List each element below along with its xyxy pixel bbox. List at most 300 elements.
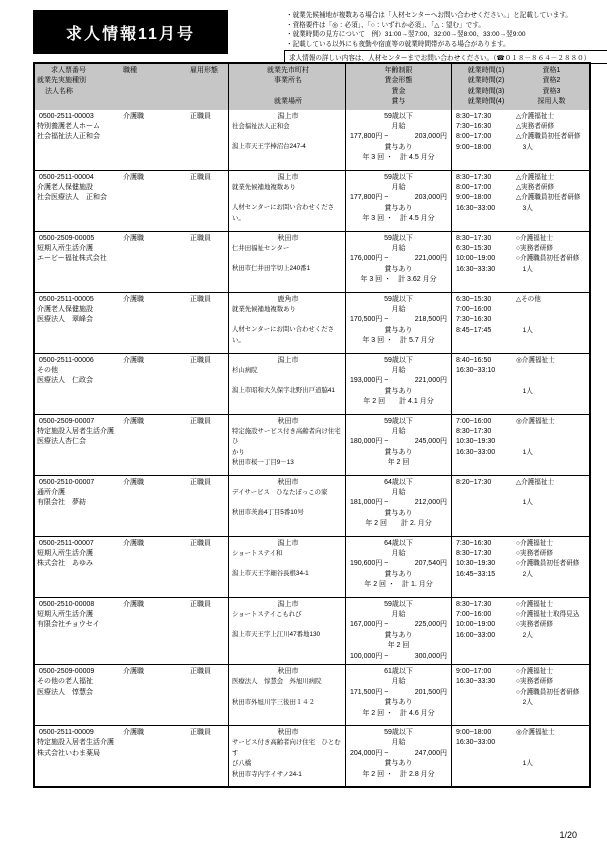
wage-max: 247,000円 — [414, 749, 447, 757]
wage-type: 月給 — [391, 489, 406, 497]
schedule-line — [456, 204, 587, 214]
wage-type: 月給 — [391, 367, 406, 375]
job-main-cell — [35, 171, 228, 231]
bonus: 賞与あり — [384, 204, 413, 212]
header-office: 事業所名 — [274, 77, 302, 85]
age-limit: 59歳以下 — [384, 356, 413, 364]
work-time: 16:00~33:00 — [456, 631, 496, 639]
office-name: び八橋 — [232, 760, 252, 768]
header-wage-type: 賃金形態 — [384, 77, 413, 85]
wage-range — [346, 254, 451, 264]
bonus-detail: 年 2 回 ・ 計 2.8 月分 — [362, 770, 435, 778]
bonus-detail: 年 2 回 — [387, 459, 410, 467]
page-number: 1/20 — [559, 830, 577, 840]
wage-range — [346, 376, 451, 386]
qualification: ○実務者研修 — [516, 678, 553, 686]
work-location: 人材センターにお問い合わせください。 — [232, 204, 334, 222]
qualification: △実務者研修 — [516, 184, 555, 192]
work-time — [456, 376, 516, 386]
city-name: 潟上市 — [277, 112, 299, 120]
extra-wage-max: 300,000円 — [414, 652, 447, 660]
wage-type: 月給 — [391, 611, 406, 619]
job-main-cell — [35, 415, 228, 475]
job-id-line — [37, 356, 228, 366]
corporation-name: 社会福祉法人正和会 — [37, 133, 100, 141]
wage-type: 月給 — [391, 739, 406, 747]
corporation-name: 有限会社 夢紡 — [37, 499, 86, 507]
schedule-cell — [451, 110, 587, 170]
wage-cell — [345, 232, 451, 292]
service-category: 短期入所生活介護 — [37, 550, 93, 558]
schedule-line — [456, 417, 587, 427]
work-time: 7:30~16:30 — [456, 123, 492, 131]
qualification: △介護福祉士 — [516, 112, 555, 120]
table-row — [35, 292, 589, 353]
wage-cell — [345, 110, 451, 170]
city-name: 鹿角市 — [277, 295, 299, 303]
job-type: 介護職 — [123, 539, 144, 547]
work-time: 16:30~33:00 — [456, 448, 496, 456]
qualification: ○介護福祉士 — [516, 234, 553, 242]
wage-min: 171,500円 ~ — [350, 688, 389, 696]
job-id-line — [37, 478, 228, 488]
workplace-cell — [228, 598, 345, 664]
qualification: 1人 — [516, 760, 533, 768]
qualification: ○実務者研修 — [516, 621, 553, 629]
qualification — [516, 738, 587, 748]
qualification — [516, 488, 587, 498]
qualification: ○介護職員初任者研修 — [516, 560, 580, 568]
header-time-1: 就業時間(1) — [467, 67, 505, 74]
schedule-line — [456, 143, 587, 153]
wage-min: 167,000円 ~ — [350, 621, 389, 629]
corporation-name: 社会医療法人 正和会 — [37, 194, 107, 202]
schedule-line — [456, 549, 587, 559]
header-wage-cell — [345, 64, 451, 110]
office-name: 杉山病院 — [232, 367, 258, 375]
qualification: ○介護福祉士 — [516, 539, 553, 547]
bonus: 賞与あり — [384, 631, 413, 639]
city-name: 秋田市 — [277, 234, 299, 242]
page-title: 求人情報11月号 — [33, 10, 228, 54]
age-limit: 59歳以下 — [384, 417, 413, 425]
work-time: 7:00~16:00 — [456, 611, 492, 619]
schedule-line — [456, 738, 587, 748]
schedule-cell — [451, 726, 587, 786]
job-main-cell — [35, 665, 228, 725]
job-type: 介護職 — [123, 478, 144, 486]
job-id-line — [37, 112, 228, 122]
service-category: 短期入所生活介護 — [37, 611, 93, 619]
header-qual-2: 資格2 — [542, 77, 561, 85]
table-row — [35, 536, 589, 597]
qualification: △その他 — [516, 295, 541, 303]
header-schedule-cell — [451, 64, 587, 110]
age-limit: 64歳以下 — [384, 478, 413, 486]
job-id-line — [37, 600, 228, 610]
wage-max: 245,000円 — [414, 438, 447, 446]
wage-max: 203,000円 — [414, 133, 447, 141]
work-time — [456, 488, 516, 498]
job-table — [33, 62, 591, 788]
age-limit: 59歳以下 — [384, 173, 413, 181]
schedule-line — [456, 498, 587, 508]
bonus: 賞与あり — [384, 699, 413, 707]
bonus: 賞与あり — [384, 143, 413, 151]
qualification — [516, 376, 587, 386]
qualification: △介護福祉士 — [516, 478, 555, 486]
work-time: 9:00~18:00 — [456, 194, 492, 202]
table-header-row — [35, 64, 589, 110]
bonus-detail: 年 2 回 ・ 計 4.6 月分 — [362, 709, 435, 717]
job-id: 0500-2509-00007 — [39, 417, 95, 425]
qualification: 3人 — [516, 204, 533, 212]
wage-range — [346, 688, 451, 698]
workplace-cell — [228, 476, 345, 536]
work-location: 秋田市寺内字イサノ24-1 — [232, 770, 302, 778]
schedule-line — [456, 173, 587, 183]
work-time: 8:30~17:30 — [456, 428, 492, 436]
office-name: デイサービス ひなたぼっこの家 — [232, 489, 328, 497]
header-category: 就業先実施種別 — [37, 77, 86, 85]
work-time: 7:30~16:30 — [456, 539, 492, 547]
job-id-line — [37, 728, 228, 738]
work-time: 10:30~19:30 — [456, 560, 496, 568]
bonus: 賞与あり — [384, 509, 413, 517]
bonus: 賞与あり — [384, 326, 413, 334]
corporation-name: エービー福祉株式会社 — [37, 255, 107, 263]
wage-max: 207,540円 — [414, 560, 447, 568]
schedule-cell — [451, 665, 587, 725]
job-id: 0500-2511-00005 — [39, 295, 94, 303]
office-name: ショートステイ和 — [232, 550, 283, 558]
schedule-line — [456, 437, 587, 447]
workplace-cell — [228, 354, 345, 414]
wage-range — [346, 559, 451, 569]
header-job-id: 求人票番号 — [51, 67, 86, 74]
schedule-line — [456, 387, 587, 397]
service-category: 特定施設入居者生活介護 — [37, 428, 114, 436]
table-body — [35, 110, 589, 786]
qualification: △介護職員初任者研修 — [516, 133, 581, 141]
office-name: 特定施設サービス付き高齢者向け住宅ひ — [232, 428, 341, 446]
wage-type: 月給 — [391, 245, 406, 253]
wage-range — [346, 437, 451, 447]
job-id: 0500-2511-00003 — [39, 112, 94, 120]
office-name: 仁井田福祉センター — [232, 245, 290, 253]
table-row — [35, 353, 589, 414]
qualification — [516, 437, 587, 447]
schedule-line — [456, 448, 587, 458]
work-time: 9:00~18:00 — [456, 729, 492, 737]
schedule-line — [456, 728, 587, 738]
table-row — [35, 110, 589, 170]
office-name: 医療法人 惇慧会 外旭川病院 — [232, 678, 322, 686]
contact-note: 求人情報の詳しい内容は、人材センターまでお問い合わせください。（☎０１８－８６４－２８８０） — [284, 50, 607, 64]
office-name: かり — [232, 448, 245, 456]
service-category: 特別養護老人ホーム — [37, 123, 100, 131]
work-location: 秋田市外旭川字三後田１４２ — [232, 698, 316, 706]
wage-max: 221,000円 — [414, 377, 447, 385]
service-category: その他 — [37, 367, 58, 375]
table-row — [35, 475, 589, 536]
notes-list — [286, 11, 602, 52]
work-time: 16:30~33:30 — [456, 265, 496, 273]
wage-min: 190,600円 ~ — [350, 560, 389, 568]
work-time: 8:40~16:50 — [456, 356, 492, 364]
work-time — [456, 688, 516, 698]
schedule-line — [456, 488, 587, 498]
bonus-detail: 年 3 回 ・ 計 3.62 月分 — [360, 276, 437, 284]
wage-range — [346, 620, 451, 630]
corporation-name: 株式会社いわま薬局 — [37, 749, 100, 757]
wage-range — [346, 749, 451, 759]
schedule-cell — [451, 476, 587, 536]
table-row — [35, 664, 589, 725]
work-location: 秋田市茨島4丁目5番10号 — [232, 509, 304, 517]
bonus-detail: 年 3 回 ・ 計 4.5 月分 — [362, 215, 435, 223]
schedule-cell — [451, 598, 587, 664]
work-time — [456, 698, 516, 708]
qualification: ○実務者研修 — [516, 245, 553, 253]
wage-min: 181,000円 ~ — [350, 499, 389, 507]
service-category: 介護老人保健施設 — [37, 184, 93, 192]
employment-type: 正職員 — [190, 112, 211, 120]
table-row — [35, 414, 589, 475]
wage-min: 180,000円 ~ — [350, 438, 389, 446]
employment-type: 正職員 — [190, 173, 211, 181]
qualification: 2人 — [516, 570, 533, 578]
wage-cell — [345, 726, 451, 786]
schedule-line — [456, 759, 587, 769]
age-limit: 64歳以下 — [384, 539, 413, 547]
schedule-line — [456, 132, 587, 142]
job-main-cell — [35, 354, 228, 414]
qualification: ○介護職員初任者研修 — [516, 688, 580, 696]
job-main-cell — [35, 293, 228, 353]
note-line-underlined: ・記載している以外にも夜勤や宿直等の就業時間帯がある場合があります。 — [286, 40, 510, 53]
corporation-name: 医療法人 惇慧会 — [37, 688, 93, 696]
schedule-line — [456, 688, 587, 698]
job-type: 介護職 — [123, 729, 144, 737]
bonus-detail: 年 2 回 計 2. 月分 — [365, 520, 432, 528]
work-time: 9:00~17:00 — [456, 668, 492, 676]
qualification — [516, 305, 587, 315]
qualification — [516, 749, 587, 759]
schedule-line — [456, 234, 587, 244]
header-time-2: 就業時間(2) — [467, 77, 505, 85]
wage-max: 225,000円 — [414, 621, 447, 629]
wage-type: 月給 — [391, 550, 406, 558]
job-id: 0500-2511-00007 — [39, 539, 94, 547]
header-main-cell — [35, 64, 228, 110]
schedule-line — [456, 122, 587, 132]
schedule-line — [456, 698, 587, 708]
job-id-line — [37, 173, 228, 183]
schedule-line — [456, 315, 587, 325]
schedule-line — [456, 570, 587, 580]
schedule-cell — [451, 293, 587, 353]
bonus: 賞与あり — [384, 570, 413, 578]
schedule-line — [456, 749, 587, 759]
work-location: 潟上市昭和大久保字北野出戸道脇41 — [232, 387, 335, 395]
schedule-cell — [451, 354, 587, 414]
wage-min: 170,500円 ~ — [350, 316, 389, 324]
age-limit: 59歳以下 — [384, 600, 413, 608]
employment-type: 正職員 — [190, 234, 211, 242]
header-wage: 賃金 — [391, 87, 406, 95]
qualification — [516, 366, 587, 376]
office-name: 就業先候補地複数あり — [232, 184, 296, 192]
office-name: 社会福祉法人正和会 — [232, 123, 290, 131]
bonus-detail: 年 3 回 ・ 計 4.5 月分 — [362, 154, 435, 162]
wage-min: 204,000円 ~ — [350, 749, 389, 757]
table-row — [35, 170, 589, 231]
job-main-cell — [35, 476, 228, 536]
job-id-line — [37, 667, 228, 677]
header-place: 就業場所 — [274, 98, 302, 106]
age-limit: 59歳以下 — [384, 112, 413, 120]
work-time — [456, 498, 516, 508]
qualification — [516, 315, 587, 325]
bonus-detail: 年 2 回 — [387, 642, 410, 650]
qualification: ○介護福祉士 — [516, 668, 553, 676]
job-main-cell — [35, 598, 228, 664]
job-main-cell — [35, 110, 228, 170]
job-id-line — [37, 295, 228, 305]
workplace-cell — [228, 726, 345, 786]
wage-type: 月給 — [391, 678, 406, 686]
work-time — [456, 387, 516, 397]
schedule-line — [456, 677, 587, 687]
wage-cell — [345, 293, 451, 353]
work-location: 秋田市仁井田字切上240番1 — [232, 265, 311, 273]
qualification: 2人 — [516, 631, 533, 639]
header-employment: 雇用形態 — [190, 67, 218, 74]
bonus: 賞与あり — [384, 448, 413, 456]
schedule-line — [456, 376, 587, 386]
corporation-name: 医療法人 翠峰会 — [37, 316, 93, 324]
qualification: ○実務者研修 — [516, 550, 553, 558]
schedule-cell — [451, 537, 587, 597]
qualification: ○介護福祉士取得見込 — [516, 611, 580, 619]
job-id-line — [37, 417, 228, 427]
table-row — [35, 597, 589, 664]
wage-cell — [345, 537, 451, 597]
job-id: 0500-2511-00006 — [39, 356, 94, 364]
work-time: 8:30~17:30 — [456, 173, 492, 181]
corporation-name: 有限会社チョウセイ — [37, 621, 100, 629]
wage-max: 218,500円 — [414, 316, 447, 324]
bonus-detail: 年 2 回 ・ 計 1. 月分 — [364, 581, 433, 589]
work-time: 7:00~16:00 — [456, 417, 492, 425]
work-time: 10:00~19:00 — [456, 255, 496, 263]
office-name: サービス付き高齢者向け住宅 ひとむす — [232, 739, 341, 757]
schedule-cell — [451, 232, 587, 292]
schedule-line — [456, 539, 587, 549]
schedule-line — [456, 620, 587, 630]
qualification: ◎介護福祉士 — [516, 417, 555, 425]
schedule-line — [456, 559, 587, 569]
job-type: 介護職 — [123, 356, 144, 364]
header-qual-1: 資格1 — [542, 67, 561, 74]
note-line: ・就業先候補地が複数ある場合は「人材センターへお問い合わせください。」と記載しています。 — [286, 12, 573, 19]
wage-cell — [345, 665, 451, 725]
qualification: ◎介護福祉士 — [516, 729, 555, 737]
office-name: 就業先候補地複数あり — [232, 306, 296, 314]
wage-max: 201,500円 — [414, 688, 447, 696]
work-time: 6:30~15:30 — [456, 295, 492, 303]
header-city: 就業先市町村 — [267, 67, 309, 74]
bonus-detail: 年 2 回 計 4.1 月分 — [363, 398, 434, 406]
employment-type: 正職員 — [190, 539, 211, 547]
work-time: 8:00~17:00 — [456, 133, 492, 141]
employment-type: 正職員 — [190, 729, 211, 737]
schedule-line — [456, 326, 587, 336]
work-time: 8:30~17:30 — [456, 234, 492, 242]
employment-type: 正職員 — [190, 356, 211, 364]
work-time: 8:30~17:30 — [456, 600, 492, 608]
city-name: 秋田市 — [277, 478, 299, 486]
city-name: 秋田市 — [277, 729, 299, 737]
corporation-name: 株式会社 あゆみ — [37, 560, 93, 568]
schedule-line — [456, 112, 587, 122]
wage-max: 221,000円 — [414, 255, 447, 263]
job-type: 介護職 — [123, 417, 144, 425]
header-time-4: 就業時間(4) — [467, 98, 505, 106]
city-name: 秋田市 — [277, 668, 299, 676]
wage-min: 193,000円 ~ — [350, 377, 389, 385]
employment-type: 正職員 — [190, 600, 211, 608]
schedule-line — [456, 356, 587, 366]
employment-type: 正職員 — [190, 478, 211, 486]
schedule-line — [456, 183, 587, 193]
schedule-line — [456, 244, 587, 254]
work-time — [456, 759, 516, 769]
wage-min: 177,800円 ~ — [350, 194, 389, 202]
qualification: ○介護福祉士 — [516, 600, 553, 608]
employment-type: 正職員 — [190, 295, 211, 303]
workplace-cell — [228, 537, 345, 597]
age-limit: 61歳以下 — [384, 668, 413, 676]
job-type: 介護職 — [123, 234, 144, 242]
job-id: 0500-2511-00009 — [39, 729, 94, 737]
schedule-line — [456, 305, 587, 315]
qualification: 1人 — [516, 387, 533, 395]
schedule-line — [456, 478, 587, 488]
bonus: 賞与あり — [384, 760, 413, 768]
work-time: 9:00~18:00 — [456, 143, 492, 151]
schedule-cell — [451, 171, 587, 231]
wage-type: 月給 — [391, 428, 406, 436]
header-workplace-cell — [228, 64, 345, 110]
qualification: 2人 — [516, 699, 533, 707]
work-time: 7:00~16:00 — [456, 306, 492, 314]
workplace-cell — [228, 171, 345, 231]
work-location: 秋田市桜一丁目9－13 — [232, 459, 294, 467]
wage-max: 203,000円 — [414, 194, 447, 202]
bonus-detail: 年 3 回 ・ 計 5.7 月分 — [362, 337, 435, 345]
qualification: ◎介護福祉士 — [516, 356, 555, 364]
schedule-line — [456, 366, 587, 376]
job-id: 0500-2511-00004 — [39, 173, 94, 181]
work-location: 潟上市天王字棒沼台247-4 — [232, 143, 306, 151]
work-time: 8:30~17:30 — [456, 550, 492, 558]
job-type: 介護職 — [123, 295, 144, 303]
job-main-cell — [35, 537, 228, 597]
work-location: 潟上市天王字上江川47番地130 — [232, 631, 321, 639]
extra-wage-min: 100,000円 ~ — [350, 652, 389, 660]
